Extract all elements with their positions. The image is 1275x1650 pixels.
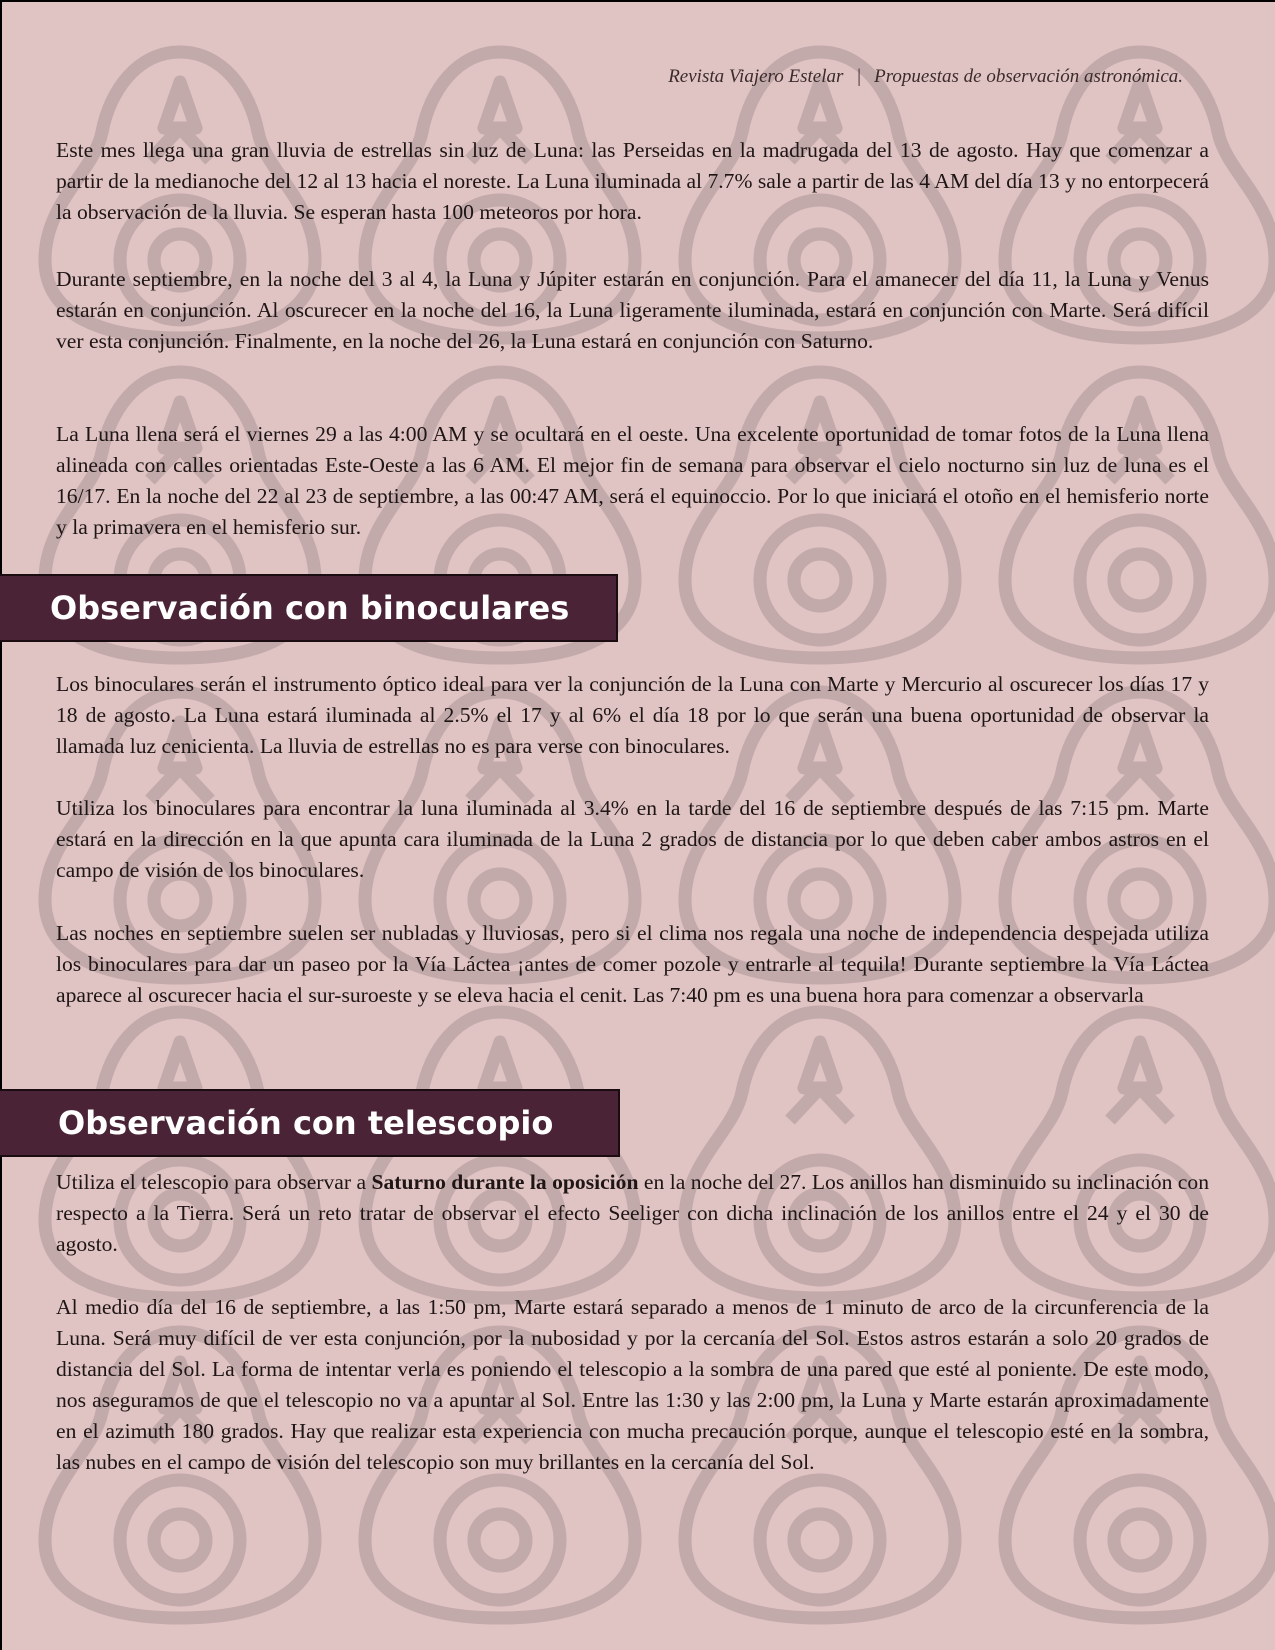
section-title: Observación con telescopio <box>58 1104 554 1142</box>
section-heading-telescope <box>0 1089 620 1157</box>
telescope-paragraph-2: Al medio día del 16 de septiembre, a las 1:50 pm, Marte estará separado a menos de 1 minuto de arco de la circunferencia de la Luna. Será muy difícil de ver esta conjunción, por la nubosidad y por la cercanía del Sol. Estos astros estarán a solo 20 grados de distancia del Sol. La forma de intentar verla es poniendo el telescopio a la sombra de una pared que esté al poniente. De este modo, nos aseguramos de que el telescopio no va a apuntar al Sol. Entre las 1:30 y las 2:00 pm, la Luna y Marte estarán aproximadamente en el azimuth 180 grados. Hay que realizar esta experiencia con mucha precaución porque, aunque el telescopio esté en la sombra, las nubes en el campo de visión del telescopio son muy brillantes en la cercanía del Sol. <box>56 1295 1209 1474</box>
header-subtitle: Propuestas de observación astronómica. <box>874 66 1183 87</box>
emphasis-saturn-opposition: Saturno durante la oposición <box>371 1170 639 1194</box>
header-separator: | <box>856 66 862 87</box>
running-header <box>668 66 1183 88</box>
section-title: Observación con binoculares <box>50 589 570 627</box>
magazine-name: Revista Viajero Estelar <box>668 66 844 87</box>
binoculars-paragraph-3: Las noches en septiembre suelen ser nubladas y lluviosas, pero si el clima nos regala una noche de independencia despejada utiliza los binoculares para dar un paseo por la Vía Láctea ¡antes de comer pozole y entrarle al tequila! Durante septiembre la Vía Láctea aparece al oscurecer hacia el sur-suroeste y se eleva hacia el cenit. Las 7:40 pm es una buena hora para comenzar a observarla <box>56 921 1209 1007</box>
text-run: Utiliza el telescopio para observar a <box>56 1170 372 1194</box>
intro-paragraph-3: La Luna llena será el viernes 29 a las 4:00 AM y se ocultará en el oeste. Una excelente oportunidad de tomar fotos de la Luna llena alineada con calles orientadas Este-Oeste a las 6 AM. El mejor fin de semana para observar el cielo nocturno sin luz de luna es el 16/17. En la noche del 22 al 23 de septiembre, a las 00:47 AM, será el equinoccio. Por lo que iniciará el otoño en el hemisferio norte y la primavera en el hemisferio sur. <box>56 422 1209 539</box>
binoculars-paragraph-2: Utiliza los binoculares para encontrar la luna iluminada al 3.4% en la tarde del 16 de septiembre después de las 7:15 pm. Marte estará en la dirección en la que apunta cara iluminada de la Luna 2 grados de distancia por lo que deben caber ambos astros en el campo de visión de los binoculares. <box>56 796 1209 882</box>
binoculars-paragraph-1: Los binoculares serán el instrumento óptico ideal para ver la conjunción de la Luna con Marte y Mercurio al oscurecer los días 17 y 18 de agosto. La Luna estará iluminada al 2.5% el 17 y al 6% el día 18 por lo que serán una buena oportunidad de observar la llamada luz cenicienta. La lluvia de estrellas no es para verse con binoculares. <box>56 672 1209 758</box>
telescope-paragraph-1 <box>56 1167 1209 1260</box>
section-heading-binoculars <box>0 574 618 642</box>
text-run: en la noche del 27. Los anillos han disminuido su inclinación con respecto a la Tierra. Será un reto tratar de observar el efecto Seeliger con dicha inclinación de los anillos entre el 24 y el 30 de agosto. <box>56 1170 1209 1256</box>
intro-paragraph-1: Este mes llega una gran lluvia de estrellas sin luz de Luna: las Perseidas en la madrugada del 13 de agosto. Hay que comenzar a partir de la medianoche del 12 al 13 hacia el noreste. La Luna iluminada al 7.7% sale a partir de las 4 AM del día 13 y no entorpecerá la observación de la lluvia. Se esperan hasta 100 meteoros por hora. <box>56 138 1209 224</box>
intro-paragraph-2: Durante septiembre, en la noche del 3 al 4, la Luna y Júpiter estarán en conjunción. Para el amanecer del día 11, la Luna y Venus estarán en conjunción. Al oscurecer en la noche del 16, la Luna ligeramente iluminada, estará en conjunción con Marte. Será difícil ver esta conjunción. Finalmente, en la noche del 26, la Luna estará en conjunción con Saturno. <box>56 267 1209 353</box>
